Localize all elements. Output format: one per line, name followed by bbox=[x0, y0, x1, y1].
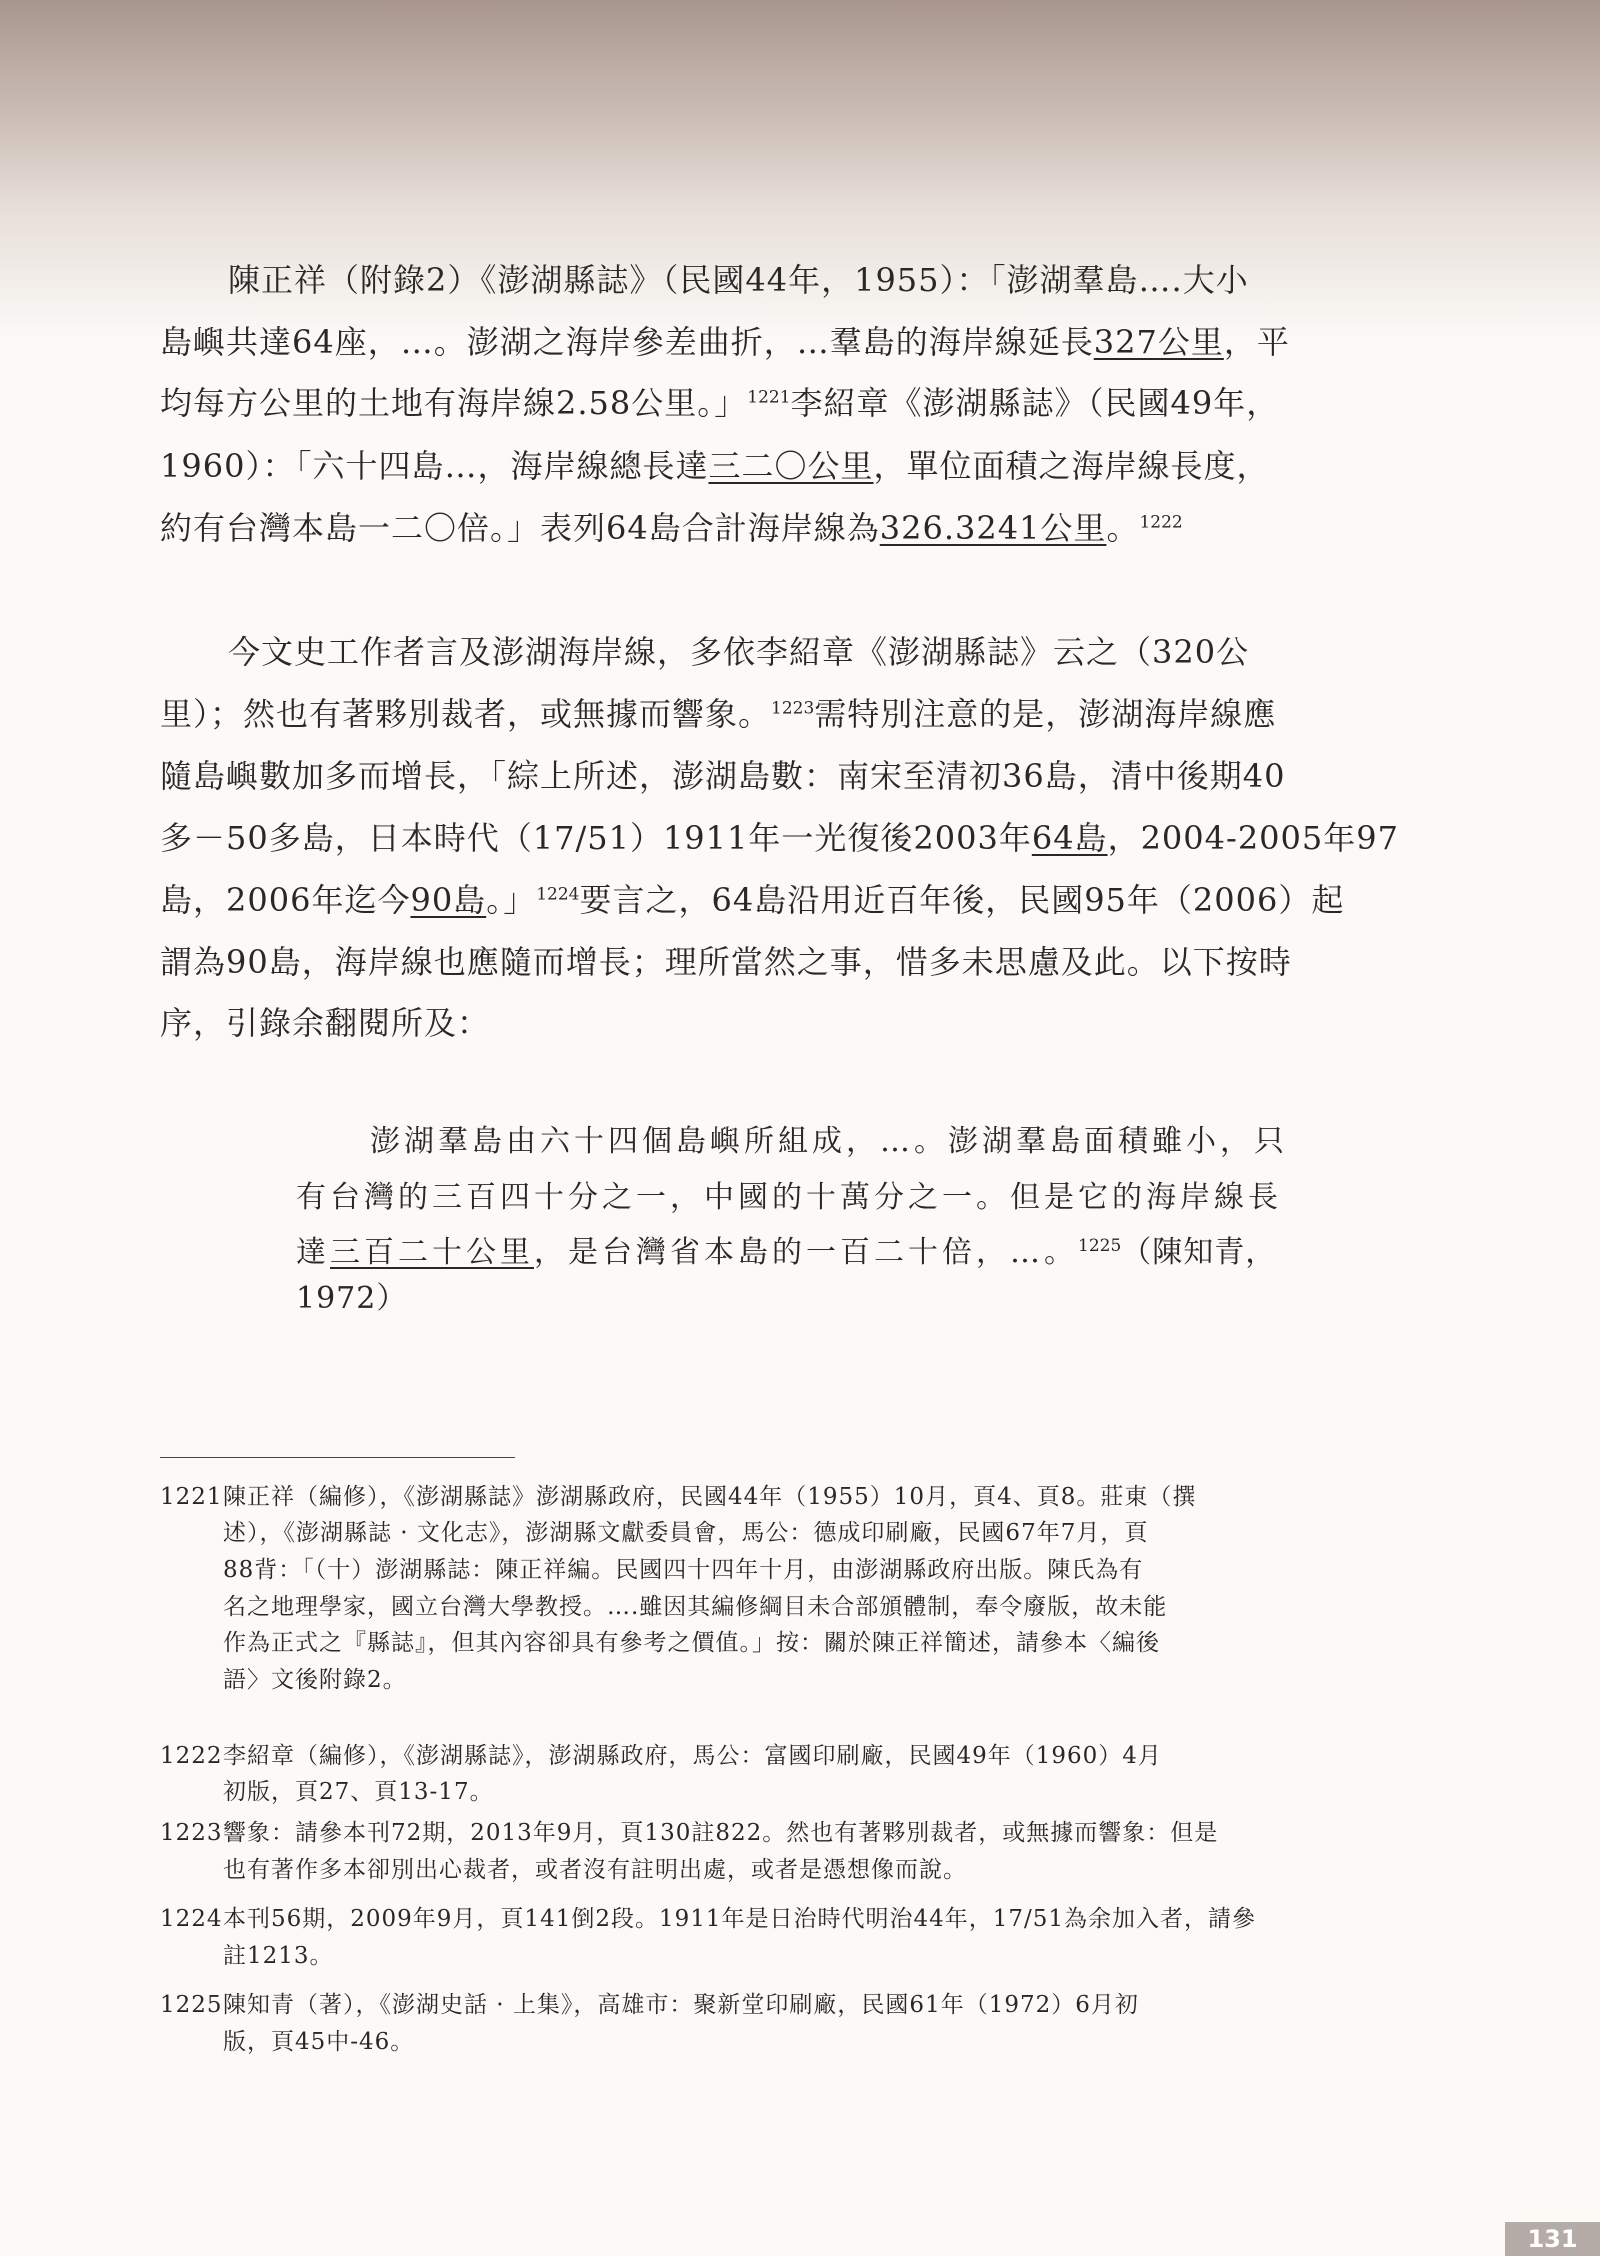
quote-line-1: 澎湖羣島由六十四個島嶼所組成，…。澎湖羣島面積雖小，只 bbox=[370, 1124, 1288, 1159]
footnote-ref-1225: 1225 bbox=[1078, 1236, 1122, 1256]
footnote-line: 註1213。 bbox=[223, 1943, 334, 1969]
paragraph-1-line-1: 陳正祥（附錄2）《澎湖縣誌》（民國44年，1955）：「澎湖羣島….大小 bbox=[228, 261, 1249, 299]
footnote-number: 1225 bbox=[160, 1992, 223, 2018]
underlined-320km-quote: 三百二十公里 bbox=[330, 1235, 534, 1270]
underlined-64-islands: 64島 bbox=[1031, 819, 1108, 857]
footnote-line: 語〉文後附錄2。 bbox=[223, 1667, 407, 1693]
paragraph-2-line-4: 多－50多島，日本時代（17/51）1911年一光復後2003年64島，2004-2005年97 bbox=[160, 819, 1399, 857]
footnote-1223: 1223 響象：請參本刊72期，2013年9月，頁130註822。然也有著夥別裁者，或無據而響象：但是 bbox=[160, 1820, 1219, 1846]
footnote-number: 1224 bbox=[160, 1906, 223, 1932]
paragraph-1-line-2: 島嶼共達64座，…。澎湖之海岸參差曲折，…羣島的海岸線延長327公里，平 bbox=[160, 323, 1290, 361]
footnote-1224: 1224 本刊56期，2009年9月，頁141倒2段。1911年是日治時代明治44年，17/51為余加入者，請參 bbox=[160, 1906, 1257, 1932]
footnote-number: 1223 bbox=[160, 1820, 223, 1846]
underlined-90-islands: 90島 bbox=[410, 881, 487, 919]
footnote-line: 初版，頁27、頁13-17。 bbox=[223, 1779, 494, 1805]
paragraph-1-line-4: 1960）：「六十四島…，海岸線總長達三二〇公里，單位面積之海岸線長度， bbox=[160, 447, 1270, 485]
page-number: 131 bbox=[1505, 2222, 1600, 2256]
footnote-line: 版，頁45中-46。 bbox=[223, 2029, 415, 2055]
underlined-320km: 三二〇公里 bbox=[708, 447, 874, 485]
paragraph-2-line-1: 今文史工作者言及澎湖海岸線，多依李紹章《澎湖縣誌》云之（320公 bbox=[228, 633, 1250, 671]
footnote-number: 1222 bbox=[160, 1743, 223, 1769]
footnote-divider bbox=[160, 1457, 515, 1458]
paragraph-1-line-5: 約有台灣本島一二〇倍。」表列64島合計海岸線為326.3241公里。$^{1222}$ bbox=[160, 509, 1183, 547]
quote-line-3: 達三百二十公里，是台灣省本島的一百二十倍，…。$^{1225}$（陳知青， bbox=[296, 1235, 1277, 1270]
footnote-line: 述），《澎湖縣誌 · 文化志》，澎湖縣文獻委員會，馬公：德成印刷廠，民國67年7月，頁 bbox=[223, 1520, 1149, 1546]
footnote-ref-1224: 1224 bbox=[536, 884, 580, 905]
footnote-ref-1222: 1222 bbox=[1139, 512, 1183, 533]
footnote-line: 名之地理學家，國立台灣大學教授。….雖因其編修綱目未合部頒體制，奉令廢版，故未能 bbox=[223, 1594, 1168, 1620]
footnote-line: 也有著作多本卻別出心裁者，或者沒有註明出處，或者是憑想像而說。 bbox=[223, 1857, 967, 1883]
footnote-ref-1223: 1223 bbox=[771, 698, 815, 719]
underlined-327km: 327公里 bbox=[1093, 323, 1224, 361]
paragraph-2-line-6: 謂為90島，海岸線也應隨而增長；理所當然之事，惜多未思慮及此。以下按時 bbox=[160, 943, 1292, 981]
footnote-line: 作為正式之『縣誌』，但其內容卻具有參考之價值。」按：關於陳正祥簡述，請參本〈編後 bbox=[223, 1630, 1160, 1656]
paragraph-2-line-3: 隨島嶼數加多而增長，「綜上所述，澎湖島數：南宋至清初36島，清中後期40 bbox=[160, 757, 1286, 795]
quote-line-4: 1972） bbox=[296, 1281, 408, 1316]
footnote-1222: 1222 李紹章（編修），《澎湖縣誌》，澎湖縣政府，馬公：富國印刷廠，民國49年（1960）4月 bbox=[160, 1743, 1162, 1769]
paragraph-1-line-3: 均每方公里的土地有海岸線2.58公里。」$^{1221}$李紹章《澎湖縣誌》（民國49年， bbox=[160, 384, 1280, 422]
footnote-line: 88背：「（十）澎湖縣誌：陳正祥編。民國四十四年十月，由澎湖縣政府出版。陳氏為有 bbox=[223, 1557, 1144, 1583]
footnote-ref-1221: 1221 bbox=[747, 387, 791, 408]
underlined-326km: 326.3241公里 bbox=[879, 509, 1107, 547]
paragraph-2-line-5: 島，2006年迄今90島。」$^{1224}$要言之，64島沿用近百年後，民國95年（2006）起 bbox=[160, 881, 1345, 919]
footnote-1221: 1221 陳正祥（編修），《澎湖縣誌》澎湖縣政府，民國44年（1955）10月，頁4、頁8。莊東（撰 bbox=[160, 1484, 1197, 1510]
paragraph-2-line-7: 序，引錄余翻閱所及： bbox=[160, 1004, 491, 1042]
paragraph-2-line-2: 里）；然也有著夥別裁者，或無據而響象。$^{1223}$需特別注意的是，澎湖海岸線應 bbox=[160, 695, 1277, 733]
footnote-1225: 1225 陳知青（著），《澎湖史話 · 上集》，高雄市：聚新堂印刷廠，民國61年（1972）6月初 bbox=[160, 1992, 1139, 2018]
quote-line-2: 有台灣的三百四十分之一，中國的十萬分之一。但是它的海岸線長 bbox=[296, 1180, 1282, 1215]
footnote-number: 1221 bbox=[160, 1484, 223, 1510]
